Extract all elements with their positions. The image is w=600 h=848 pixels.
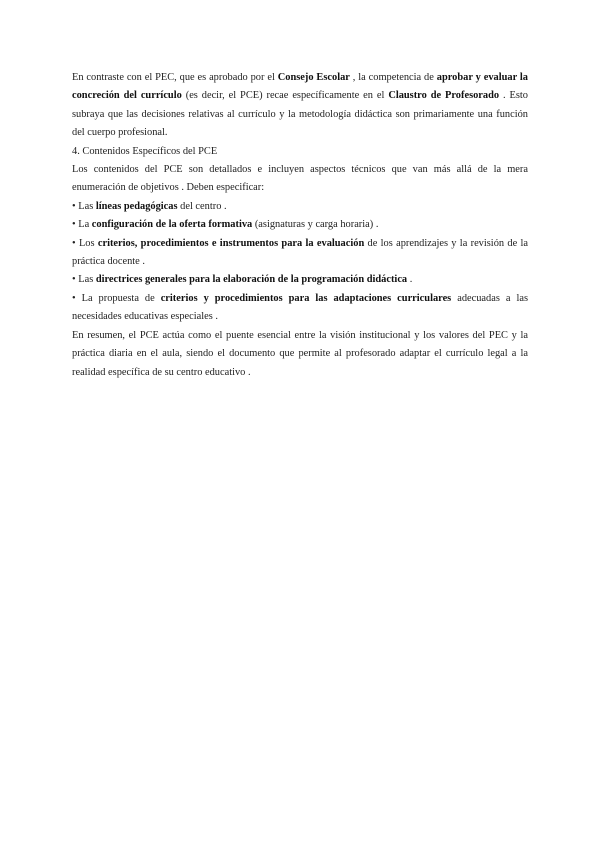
claustro-term: Claustro de Profesorado — [388, 90, 500, 102]
bullet-suffix: . — [407, 274, 413, 286]
bullet-item — [72, 271, 528, 289]
section-heading: 4. Contenidos Específicos del PCE — [72, 145, 218, 157]
bullet-suffix: del centro . — [177, 200, 227, 212]
bullet-term: directrices generales para la elaboración de la programación didáctica — [95, 274, 408, 286]
bullet-item — [72, 216, 528, 234]
document-page — [72, 69, 528, 382]
bullet-suffix: (asignaturas y carga horaria) . — [252, 219, 379, 231]
bullet-prefix: • Los — [72, 237, 98, 249]
bullet-prefix: • Las — [72, 274, 96, 286]
bullet-item — [72, 235, 528, 272]
intro-text-4: . Esto subraya que las decisiones relativas al currículo y la metodología didáctica son primariamente una función del cuerpo profesional. — [72, 90, 529, 139]
bullet-term: criterios, procedimientos e instrumentos para la evaluación — [97, 237, 365, 249]
bullet-term: líneas pedagógicas — [95, 200, 178, 212]
intro-text-2: , la competencia de — [349, 72, 437, 83]
bullet-suffix: adecuadas a las necesidades educativas especiales . — [72, 292, 528, 323]
summary-paragraph: En resumen, el PCE actúa como el puente esencial entre la visión institucional y los valores del PEC y la práctica diaria en el aula, siendo el documento que permite al profesorado adaptar el currículo legal a la realidad específica de su centro educativo . — [72, 329, 528, 378]
intro-paragraph — [72, 69, 528, 143]
aprobar-evaluar-term: aprobar y evaluar la concreción del currículo — [72, 72, 528, 102]
bullet-prefix: • La propuesta de — [72, 292, 161, 304]
bullet-prefix: • Las — [72, 200, 96, 212]
bullet-prefix: • La — [72, 219, 92, 231]
consejo-escolar-term: Consejo Escolar — [277, 72, 350, 83]
bullet-item — [72, 198, 528, 216]
intro-text-3: (es decir, el PCE) recae específicamente en el — [181, 90, 389, 102]
lead-paragraph: Los contenidos del PCE son detallados e incluyen aspectos técnicos que van más allá de la mera enumeración de objetivos . Deben especificar: — [72, 164, 528, 194]
bullet-suffix: de los aprendizajes y la revisión de la práctica docente . — [72, 237, 529, 268]
bullet-term: criterios y procedimientos para las adaptaciones curriculares — [160, 292, 452, 304]
bullet-term: configuración de la oferta formativa — [91, 219, 253, 231]
bullet-item — [72, 290, 528, 327]
intro-text-1: En contraste con el PEC, que es aprobado por el — [72, 72, 278, 83]
